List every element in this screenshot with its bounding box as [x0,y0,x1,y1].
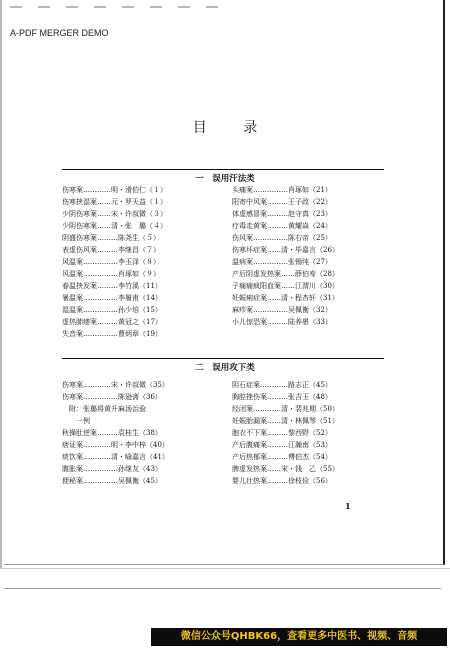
toc-entry[interactable]: 产后热郁案………傅伯杰（54） [232,453,332,461]
toc-entry[interactable]: 阴石症案…………路志正（45） [232,381,332,389]
toc-entry[interactable]: 一例 [62,417,90,425]
toc-entry[interactable]: 表虚伤风案………李继昌（７） [62,246,160,254]
toc-entry[interactable]: 伤寒案…………明・滑伯仁（１） [62,186,167,194]
page-gap-rule [0,568,450,569]
toc-entry[interactable]: 子痫痫疯阳血案……江渭川（30） [232,282,339,290]
toc-entry[interactable]: 产后腹痛案………江瀚南（53） [232,441,332,449]
toc-entry[interactable]: 湿温案……………孙少培（15） [62,306,162,314]
watermark-label: A-PDF MERGER DEMO [10,28,109,38]
section-1-left-column [62,184,214,340]
toc-entry[interactable]: 腹胀案……………孙继友（43） [62,465,162,473]
toc-entry[interactable]: 春温挟发案………李竹溪（11） [62,282,162,290]
toc-entry[interactable]: 体虚感冒案………赵守真（23） [232,210,332,218]
toc-entry[interactable]: 伤寒案…………宋・许叔微（35） [62,381,169,389]
toc-entry[interactable]: 暑温案……………李履甫（14） [62,294,162,302]
dash [38,6,50,8]
section-heading: 一 误用汗法类 [195,174,255,184]
toc-entry[interactable]: 便秘案……………吴佩衡（45） [62,477,162,485]
section-2-left-column [62,379,214,487]
toc-entry[interactable]: 伤寒案……………陈逊斋（36） [62,393,162,401]
toc-entry[interactable]: 伤寒挟湿案……元・罗天益（１） [62,198,167,206]
toc-entry[interactable]: 妊娠胎漏案……清・林佩琴（51） [232,417,339,425]
toc-entry[interactable]: 风温案……………李玉泽（８） [62,258,160,266]
toc-entry[interactable]: 婴儿壮热案………徐枝俭（56） [232,477,332,485]
toc-entry[interactable]: 脾虚发热案……宋・钱 乙（55） [232,465,339,473]
section-1-right-column [232,184,378,328]
next-page-divider [4,588,441,589]
section-2-right-column [232,379,378,487]
toc-entry[interactable]: 伤风案……………陈右帝（25） [232,234,332,242]
toc-entry[interactable]: 阴盛伤寒案………陈尧生（５） [62,234,160,242]
dash [10,6,22,8]
toc-entry[interactable]: 胞衣不下案………黎西野（52） [232,429,332,437]
toc-entry[interactable]: 少阴伤寒案……宋・许叔微（３） [62,210,167,218]
toc-entry[interactable]: 伤寒坏症案……清・毕嘉言（26） [232,246,339,254]
dash [66,6,78,8]
left-page-edge [0,0,2,568]
dash [94,6,106,8]
toc-entry[interactable]: 附：张璐将黄升麻汤治验 [62,405,146,413]
top-dash-bar [0,0,450,14]
toc-entry[interactable]: 经闭案…………清・裴兆期（50） [232,405,339,413]
toc-entry[interactable]: 风温案……………肖琢如（９） [62,270,160,278]
toc-entry[interactable]: 疗毒走黄案………黄耀焱（24） [232,222,332,230]
toc-entry[interactable]: 痞证案…………明・李中梓（40） [62,441,169,449]
section-heading: 二 误用攻下类 [195,363,255,373]
section-rule [62,169,384,170]
toc-entry[interactable]: 胸腔挫伤案………张吉玉（48） [232,393,332,401]
toc-entry[interactable]: 温病案……………张锡纯（27） [232,258,332,266]
dash [150,6,162,8]
toc-entry[interactable]: 产后阴虚发热案……薛伯寿（28） [232,270,339,278]
dash [178,6,190,8]
toc-entry[interactable]: 阳寄中风案………王子政（22） [232,198,332,206]
toc-entry[interactable]: 少阴伤寒案……清・张 璐（４） [62,222,167,230]
toc-entry[interactable]: 失音案……………曹炳章（19） [62,330,162,338]
toc-entry[interactable]: 麻疹案……………吴佩衡（32） [232,306,332,314]
toc-entry[interactable]: 小儿惊恐案………陆养愚（33） [232,318,332,326]
toc-entry[interactable]: 妊娠痢症案……清・程杏轩（31） [232,294,339,302]
toc-entry[interactable]: 头痛案……………肖琢如（21） [232,186,332,194]
promo-banner: 微信公众号QHBK66，查看更多中医书、视频、音频 [151,628,447,646]
toc-entry[interactable]: 痰饮案…………清・喻嘉言（41） [62,453,169,461]
toc-entry[interactable]: 虚热肺痿案………黄冠之（17） [62,318,162,326]
page-title: 目 录 [192,120,274,136]
toc-entry[interactable]: 秋操肚逆案………袁桂生（38） [62,429,162,437]
section-rule [62,358,384,359]
dash [206,6,218,8]
dash [122,6,134,8]
page-number: 1 [345,501,351,511]
